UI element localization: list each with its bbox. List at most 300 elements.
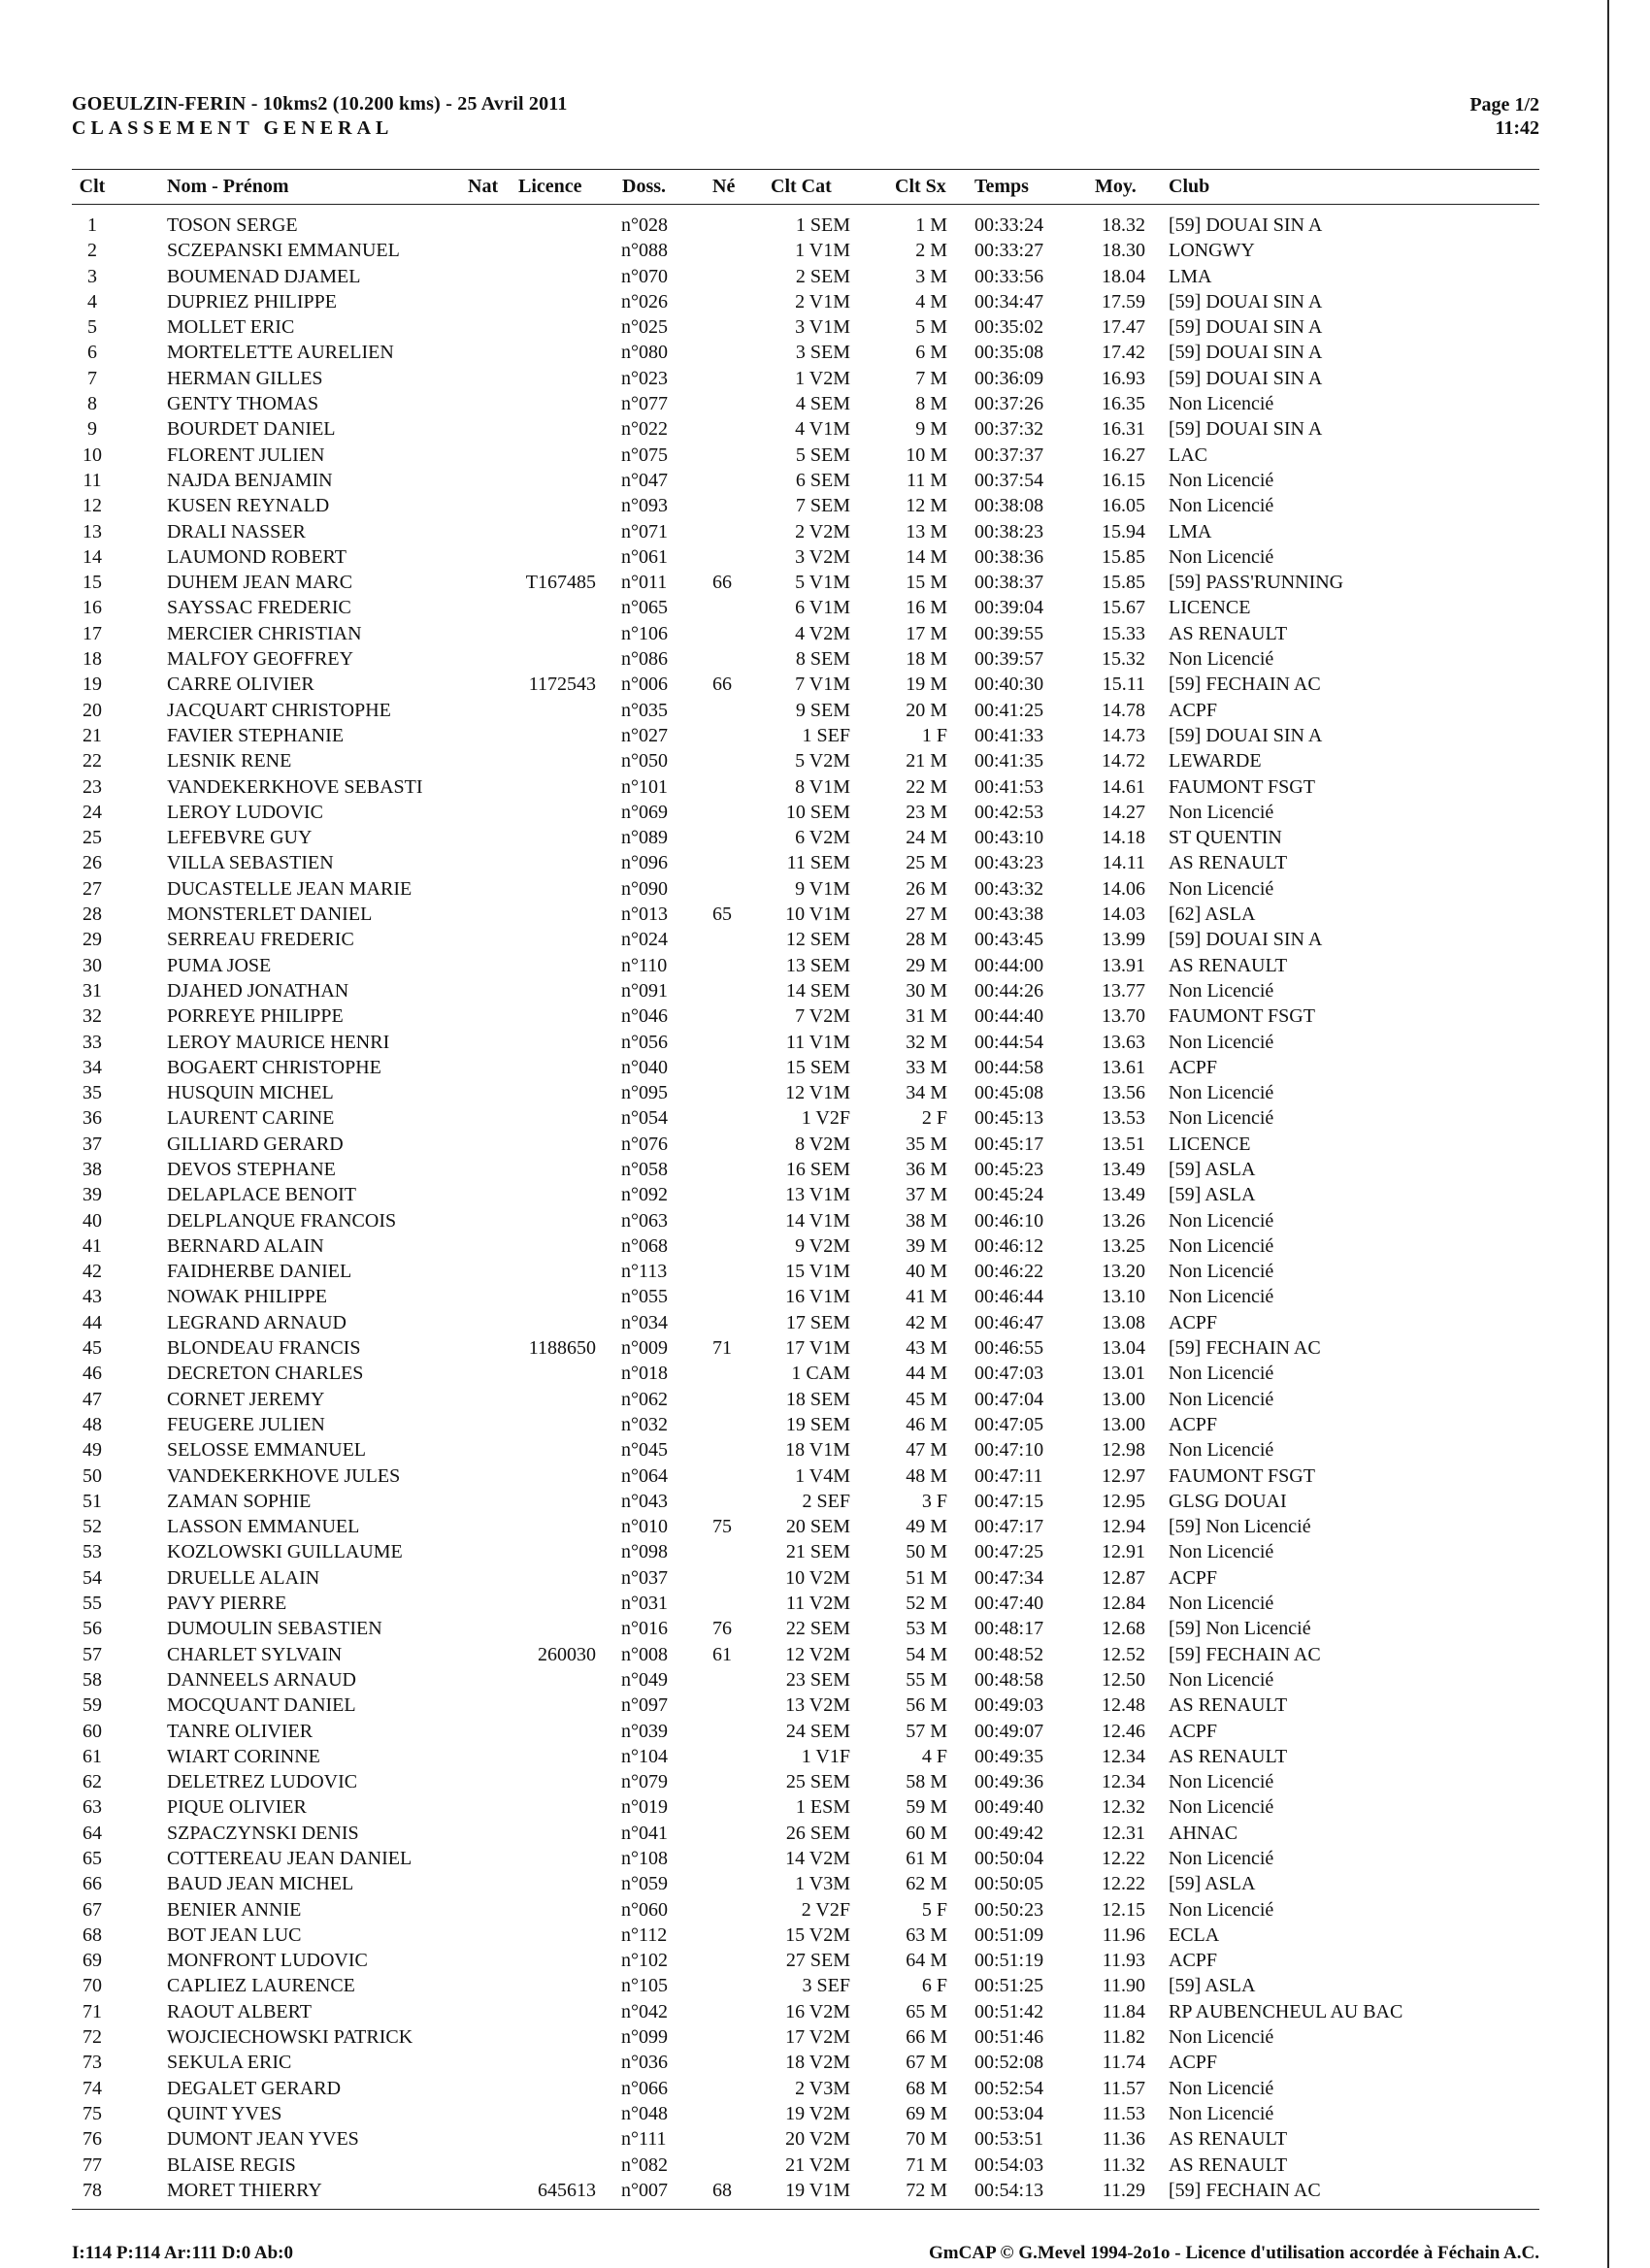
- rank: 9: [87, 418, 97, 441]
- finish-time: 00:47:05: [974, 1413, 1044, 1435]
- category-rank: 20 SEM: [785, 1516, 850, 1538]
- rank: 48: [82, 1413, 102, 1435]
- category-rank: 18 SEM: [785, 1388, 850, 1410]
- bib-number: n°049: [621, 1668, 668, 1691]
- bib-number: n°082: [621, 2153, 668, 2176]
- table-row: [0, 1489, 1650, 1514]
- col-doss: Doss.: [622, 176, 667, 197]
- rank: 77: [82, 2153, 102, 2176]
- licence: T167485: [525, 572, 596, 594]
- gender-rank: 15 M: [906, 572, 947, 594]
- club: Non Licencié: [1169, 393, 1274, 415]
- gender-rank: 17 M: [906, 622, 947, 644]
- runner-name: MOLLET ERIC: [167, 316, 295, 339]
- rank: 34: [82, 1056, 102, 1078]
- rank: 39: [82, 1184, 102, 1206]
- bib-number: n°080: [621, 342, 668, 364]
- finish-time: 00:38:08: [974, 495, 1044, 517]
- runner-name: DUPRIEZ PHILIPPE: [167, 290, 338, 312]
- col-name: Nom - Prénom: [167, 176, 289, 197]
- runner-name: GILLIARD GERARD: [167, 1133, 344, 1155]
- table-row: [0, 927, 1650, 952]
- page-number: Page 1/2: [1469, 94, 1539, 115]
- finish-time: 00:52:08: [974, 2052, 1044, 2074]
- table-row: [0, 876, 1650, 902]
- club: AS RENAULT: [1169, 1694, 1288, 1717]
- runner-name: MERCIER CHRISTIAN: [167, 622, 362, 644]
- runner-name: BOURDET DANIEL: [167, 418, 336, 441]
- runner-name: ZAMAN SOPHIE: [167, 1490, 312, 1512]
- table-row: [0, 1233, 1650, 1259]
- finish-time: 00:44:26: [974, 979, 1044, 1002]
- finish-time: 00:47:04: [974, 1388, 1044, 1410]
- club: LAC: [1169, 444, 1207, 466]
- category-rank: 19 V2M: [785, 2102, 850, 2124]
- category-rank: 7 V2M: [795, 1005, 850, 1028]
- bib-number: n°065: [621, 597, 668, 619]
- table-row: [0, 1999, 1650, 2024]
- bib-number: n°054: [621, 1107, 668, 1130]
- category-rank: 16 V1M: [785, 1286, 850, 1308]
- runner-name: BERNARD ALAIN: [167, 1234, 324, 1257]
- rank: 26: [82, 852, 102, 874]
- gender-rank: 29 M: [906, 954, 947, 976]
- average-speed: 12.98: [1102, 1439, 1145, 1462]
- table-row: [0, 544, 1650, 570]
- page-info: [1469, 93, 1539, 140]
- gender-rank: 28 M: [906, 929, 947, 951]
- table-row: [0, 672, 1650, 697]
- finish-time: 00:52:54: [974, 2077, 1044, 2099]
- club: AS RENAULT: [1169, 954, 1288, 976]
- header-top-rule: [72, 169, 1539, 170]
- runner-name: MORET THIERRY: [167, 2179, 322, 2201]
- rank: 47: [82, 1388, 102, 1410]
- category-rank: 2 SEF: [802, 1490, 850, 1512]
- runner-name: LAUMOND ROBERT: [167, 545, 346, 568]
- category-rank: 1 SEM: [795, 214, 850, 236]
- club: ACPF: [1169, 1056, 1218, 1078]
- club: Non Licencié: [1169, 1261, 1274, 1283]
- gender-rank: 37 M: [906, 1184, 947, 1206]
- average-speed: 14.78: [1102, 699, 1145, 721]
- finish-time: 00:33:27: [974, 240, 1044, 262]
- finish-time: 00:46:12: [974, 1234, 1044, 1257]
- average-speed: 18.30: [1102, 240, 1145, 262]
- bib-number: n°007: [621, 2179, 668, 2201]
- club: ACPF: [1169, 1413, 1218, 1435]
- club: ACPF: [1169, 2052, 1218, 2074]
- club: Non Licencié: [1169, 1107, 1274, 1130]
- gender-rank: 4 F: [921, 1745, 947, 1767]
- rank: 56: [82, 1618, 102, 1640]
- club: Non Licencié: [1169, 1286, 1274, 1308]
- table-row: [0, 1208, 1650, 1233]
- club: ECLA: [1169, 1923, 1220, 1946]
- table-row: [0, 2101, 1650, 2126]
- category-rank: 15 V2M: [785, 1923, 850, 1946]
- gender-rank: 32 M: [906, 1031, 947, 1053]
- runner-name: PUMA JOSE: [167, 954, 272, 976]
- average-speed: 13.91: [1102, 954, 1145, 976]
- bib-number: n°047: [621, 469, 668, 491]
- club: [59] DOUAI SIN A: [1169, 290, 1323, 312]
- finish-time: 00:49:40: [974, 1796, 1044, 1819]
- runner-name: COTTEREAU JEAN DANIEL: [167, 1848, 412, 1869]
- gender-rank: 9 M: [915, 418, 947, 441]
- average-speed: 16.35: [1102, 393, 1145, 415]
- birth-year: 68: [712, 2179, 732, 2201]
- gender-rank: 38 M: [906, 1209, 947, 1232]
- average-speed: 15.33: [1102, 622, 1145, 644]
- average-speed: 12.91: [1102, 1541, 1145, 1563]
- table-row: [0, 2153, 1650, 2178]
- club: Non Licencié: [1169, 1363, 1274, 1385]
- rank: 31: [82, 979, 102, 1002]
- category-rank: 14 V1M: [785, 1209, 850, 1232]
- birth-year: 65: [712, 904, 732, 926]
- runner-name: SAYSSAC FREDERIC: [167, 597, 351, 619]
- rank: 29: [82, 929, 102, 951]
- category-rank: 17 V1M: [785, 1337, 850, 1360]
- table-row: [0, 1821, 1650, 1846]
- runner-name: CHARLET SYLVAIN: [167, 1643, 343, 1665]
- category-rank: 15 SEM: [785, 1056, 850, 1078]
- runner-name: DRALI NASSER: [167, 520, 306, 542]
- average-speed: 12.52: [1102, 1643, 1145, 1665]
- club: GLSG DOUAI: [1169, 1490, 1287, 1512]
- table-row: [0, 748, 1650, 773]
- category-rank: 3 V2M: [795, 545, 850, 568]
- average-speed: 11.74: [1102, 2052, 1145, 2074]
- rank: 40: [82, 1209, 102, 1232]
- gender-rank: 36 M: [906, 1158, 947, 1180]
- table-row: [0, 2076, 1650, 2101]
- table-row: [0, 953, 1650, 978]
- bib-number: n°102: [621, 1950, 668, 1972]
- bib-number: n°016: [621, 1618, 668, 1640]
- table-row: [0, 1157, 1650, 1182]
- runner-name: DJAHED JONATHAN: [167, 979, 349, 1002]
- rank: 62: [82, 1771, 102, 1793]
- bib-number: n°059: [621, 1873, 668, 1895]
- table-row: [0, 1667, 1650, 1693]
- runner-name: DEGALET GERARD: [167, 2077, 342, 2099]
- gender-rank: 27 M: [906, 904, 947, 926]
- bib-number: n°068: [621, 1234, 668, 1257]
- bib-number: n°009: [621, 1337, 668, 1360]
- club: [59] PASS'RUNNING: [1169, 572, 1344, 594]
- category-rank: 18 V2M: [785, 2052, 850, 2074]
- club: [59] ASLA: [1169, 1873, 1256, 1895]
- bib-number: n°088: [621, 240, 668, 262]
- average-speed: 12.22: [1102, 1848, 1145, 1869]
- average-speed: 14.73: [1102, 724, 1145, 746]
- gender-rank: 30 M: [906, 979, 947, 1002]
- runner-name: DECRETON CHARLES: [167, 1363, 364, 1385]
- category-rank: 25 SEM: [785, 1771, 850, 1793]
- rank: 24: [82, 801, 102, 823]
- runner-name: MALFOY GEOFFREY: [167, 648, 354, 671]
- col-licence: Licence: [518, 176, 582, 197]
- gender-rank: 35 M: [906, 1133, 947, 1155]
- average-speed: 15.67: [1102, 597, 1145, 619]
- gender-rank: 6 M: [915, 342, 947, 364]
- table-row: [0, 314, 1650, 340]
- runner-name: MOCQUANT DANIEL: [167, 1694, 356, 1717]
- rank: 4: [87, 290, 97, 312]
- club: Non Licencié: [1169, 648, 1274, 671]
- bib-number: n°105: [621, 1975, 668, 1997]
- bib-number: n°104: [621, 1745, 668, 1767]
- average-speed: 14.72: [1102, 750, 1145, 772]
- rank: 70: [82, 1975, 102, 1997]
- table-row: [0, 902, 1650, 927]
- club: AS RENAULT: [1169, 622, 1288, 644]
- category-rank: 20 V2M: [785, 2128, 850, 2151]
- table-row: [0, 1463, 1650, 1489]
- average-speed: 12.84: [1102, 1593, 1145, 1615]
- category-rank: 1 V3M: [795, 1873, 850, 1895]
- category-rank: 19 V1M: [785, 2179, 850, 2201]
- average-speed: 12.22: [1102, 1873, 1145, 1895]
- table-row: [0, 1769, 1650, 1794]
- category-rank: 18 V1M: [785, 1439, 850, 1462]
- col-moy: Moy.: [1095, 176, 1137, 197]
- club: Non Licencié: [1169, 1082, 1274, 1104]
- average-speed: 11.36: [1102, 2128, 1145, 2151]
- rank: 75: [82, 2102, 102, 2124]
- category-rank: 11 V2M: [785, 1593, 850, 1615]
- club: [59] DOUAI SIN A: [1169, 342, 1323, 364]
- club: [59] ASLA: [1169, 1158, 1256, 1180]
- category-rank: 14 SEM: [785, 979, 850, 1002]
- average-speed: 13.53: [1102, 1107, 1145, 1130]
- club: Non Licencié: [1169, 2102, 1274, 2124]
- club: Non Licencié: [1169, 469, 1274, 491]
- average-speed: 13.77: [1102, 979, 1145, 1002]
- gender-rank: 66 M: [906, 2026, 947, 2049]
- average-speed: 16.93: [1102, 367, 1145, 389]
- club: AHNAC: [1169, 1822, 1238, 1844]
- runner-name: GENTY THOMAS: [167, 393, 319, 415]
- club: [59] FECHAIN AC: [1169, 1337, 1321, 1360]
- club: AS RENAULT: [1169, 2153, 1288, 2176]
- gender-rank: 49 M: [906, 1516, 947, 1538]
- average-speed: 15.85: [1102, 545, 1145, 568]
- average-speed: 12.34: [1102, 1771, 1145, 1793]
- runner-name: CARRE OLIVIER: [167, 674, 314, 696]
- gender-rank: 16 M: [906, 597, 947, 619]
- gender-rank: 11 M: [906, 469, 947, 491]
- category-rank: 1 V1M: [795, 240, 850, 262]
- club: Non Licencié: [1169, 1541, 1274, 1563]
- birth-year: 71: [712, 1337, 732, 1360]
- bib-number: n°058: [621, 1158, 668, 1180]
- gender-rank: 67 M: [906, 2052, 947, 2074]
- table-row: [0, 1846, 1650, 1871]
- finish-time: 00:33:24: [974, 214, 1044, 236]
- category-rank: 1 V2F: [801, 1107, 850, 1130]
- gender-rank: 22 M: [906, 775, 947, 798]
- table-row: [0, 1794, 1650, 1820]
- category-rank: 5 SEM: [795, 444, 850, 466]
- average-speed: 13.61: [1102, 1056, 1145, 1078]
- rank: 19: [82, 674, 102, 696]
- rank: 63: [82, 1796, 102, 1819]
- average-speed: 14.11: [1102, 852, 1145, 874]
- runner-name: SELOSSE EMMANUEL: [167, 1439, 367, 1462]
- bib-number: n°071: [621, 520, 668, 542]
- category-rank: 21 V2M: [785, 2153, 850, 2176]
- runner-name: LESNIK RENE: [167, 750, 292, 772]
- category-rank: 7 SEM: [795, 495, 850, 517]
- runner-name: FAVIER STEPHANIE: [167, 724, 345, 746]
- average-speed: 13.00: [1102, 1388, 1145, 1410]
- finish-time: 00:45:23: [974, 1158, 1044, 1180]
- bib-number: n°098: [621, 1541, 668, 1563]
- table-row: [0, 1284, 1650, 1309]
- rank: 36: [82, 1107, 102, 1130]
- rank: 1: [87, 214, 97, 236]
- club: [59] DOUAI SIN A: [1169, 367, 1323, 389]
- club: Non Licencié: [1169, 1668, 1274, 1691]
- gender-rank: 46 M: [906, 1413, 947, 1435]
- table-row: [0, 595, 1650, 620]
- average-speed: 12.48: [1102, 1694, 1145, 1717]
- runner-name: HUSQUIN MICHEL: [167, 1082, 334, 1104]
- table-row: [0, 1387, 1650, 1412]
- club: [59] ASLA: [1169, 1975, 1256, 1997]
- rank: 33: [82, 1031, 102, 1053]
- table-row: [0, 1719, 1650, 1744]
- gender-rank: 47 M: [906, 1439, 947, 1462]
- average-speed: 15.11: [1102, 674, 1145, 696]
- rank: 17: [82, 622, 102, 644]
- average-speed: 12.31: [1102, 1822, 1145, 1844]
- club: LICENCE: [1169, 597, 1251, 619]
- gender-rank: 33 M: [906, 1056, 947, 1078]
- average-speed: 11.93: [1102, 1950, 1145, 1972]
- runner-name: MONFRONT LUDOVIC: [167, 1950, 368, 1972]
- runner-name: FLORENT JULIEN: [167, 444, 325, 466]
- gender-rank: 61 M: [906, 1848, 947, 1869]
- licence: 260030: [538, 1643, 596, 1665]
- category-rank: 2 SEM: [795, 265, 850, 287]
- club: [59] Non Licencié: [1169, 1516, 1311, 1538]
- bib-number: n°086: [621, 648, 668, 671]
- average-speed: 12.50: [1102, 1668, 1145, 1691]
- category-rank: 2 V2M: [795, 520, 850, 542]
- average-speed: 14.18: [1102, 827, 1145, 849]
- table-row: [0, 698, 1650, 723]
- table-row: [0, 1132, 1650, 1157]
- club: Non Licencié: [1169, 1031, 1274, 1053]
- category-rank: 3 SEM: [795, 342, 850, 364]
- average-speed: 12.15: [1102, 1898, 1145, 1921]
- average-speed: 12.87: [1102, 1566, 1145, 1589]
- rank: 45: [82, 1337, 102, 1360]
- birth-year: 61: [712, 1643, 732, 1665]
- finish-time: 00:48:52: [974, 1643, 1044, 1665]
- runner-name: DEVOS STEPHANE: [167, 1158, 336, 1180]
- rank: 61: [82, 1745, 102, 1767]
- gender-rank: 21 M: [906, 750, 947, 772]
- finish-time: 00:38:36: [974, 545, 1044, 568]
- bib-number: n°026: [621, 290, 668, 312]
- rank: 2: [87, 240, 97, 262]
- col-ne: Né: [712, 176, 736, 197]
- runner-name: DUHEM JEAN MARC: [167, 572, 353, 594]
- club: Non Licencié: [1169, 495, 1274, 517]
- bib-number: n°070: [621, 265, 668, 287]
- gender-rank: 2 M: [915, 240, 947, 262]
- rank: 44: [82, 1311, 102, 1333]
- gender-rank: 7 M: [915, 367, 947, 389]
- gender-rank: 59 M: [906, 1796, 947, 1819]
- runner-name: SZPACZYNSKI DENIS: [167, 1822, 359, 1844]
- bib-number: n°063: [621, 1209, 668, 1232]
- average-speed: 13.99: [1102, 929, 1145, 951]
- club: [59] DOUAI SIN A: [1169, 214, 1323, 236]
- finish-time: 00:39:55: [974, 622, 1044, 644]
- finish-time: 00:53:51: [974, 2128, 1044, 2151]
- club: Non Licencié: [1169, 1898, 1274, 1921]
- bib-number: n°032: [621, 1413, 668, 1435]
- table-row: [0, 1973, 1650, 1998]
- category-rank: 17 SEM: [785, 1311, 850, 1333]
- gender-rank: 10 M: [906, 444, 947, 466]
- bib-number: n°108: [621, 1848, 668, 1869]
- category-rank: 11 V1M: [785, 1031, 850, 1053]
- gender-rank: 12 M: [906, 495, 947, 517]
- runner-name: LEFEBVRE GUY: [167, 827, 313, 849]
- bib-number: n°079: [621, 1771, 668, 1793]
- bib-number: n°048: [621, 2102, 668, 2124]
- finish-time: 00:51:19: [974, 1950, 1044, 1972]
- average-speed: 12.68: [1102, 1618, 1145, 1640]
- gender-rank: 65 M: [906, 2000, 947, 2022]
- gender-rank: 54 M: [906, 1643, 947, 1665]
- bib-number: n°061: [621, 545, 668, 568]
- category-rank: 4 V1M: [795, 418, 850, 441]
- bib-number: n°025: [621, 316, 668, 339]
- table-row: [0, 1897, 1650, 1923]
- runner-name: BOUMENAD DJAMEL: [167, 265, 361, 287]
- rank: 78: [82, 2179, 102, 2201]
- category-rank: 23 SEM: [785, 1668, 850, 1691]
- table-row: [0, 2050, 1650, 2075]
- finish-time: 00:36:09: [974, 367, 1044, 389]
- finish-time: 00:46:22: [974, 1261, 1044, 1283]
- category-rank: 19 SEM: [785, 1413, 850, 1435]
- gender-rank: 14 M: [906, 545, 947, 568]
- rank: 67: [82, 1898, 102, 1921]
- gender-rank: 69 M: [906, 2102, 947, 2124]
- average-speed: 12.95: [1102, 1490, 1145, 1512]
- average-speed: 13.51: [1102, 1133, 1145, 1155]
- gender-rank: 24 M: [906, 827, 947, 849]
- table-row: [0, 366, 1650, 391]
- bib-number: n°093: [621, 495, 668, 517]
- table-row: [0, 621, 1650, 646]
- club: Non Licencié: [1169, 1234, 1274, 1257]
- bib-number: n°097: [621, 1694, 668, 1717]
- birth-year: 75: [712, 1516, 732, 1538]
- rank: 69: [82, 1950, 102, 1972]
- runner-name: LEROY MAURICE HENRI: [167, 1031, 390, 1053]
- footer-rule: [72, 2209, 1539, 2210]
